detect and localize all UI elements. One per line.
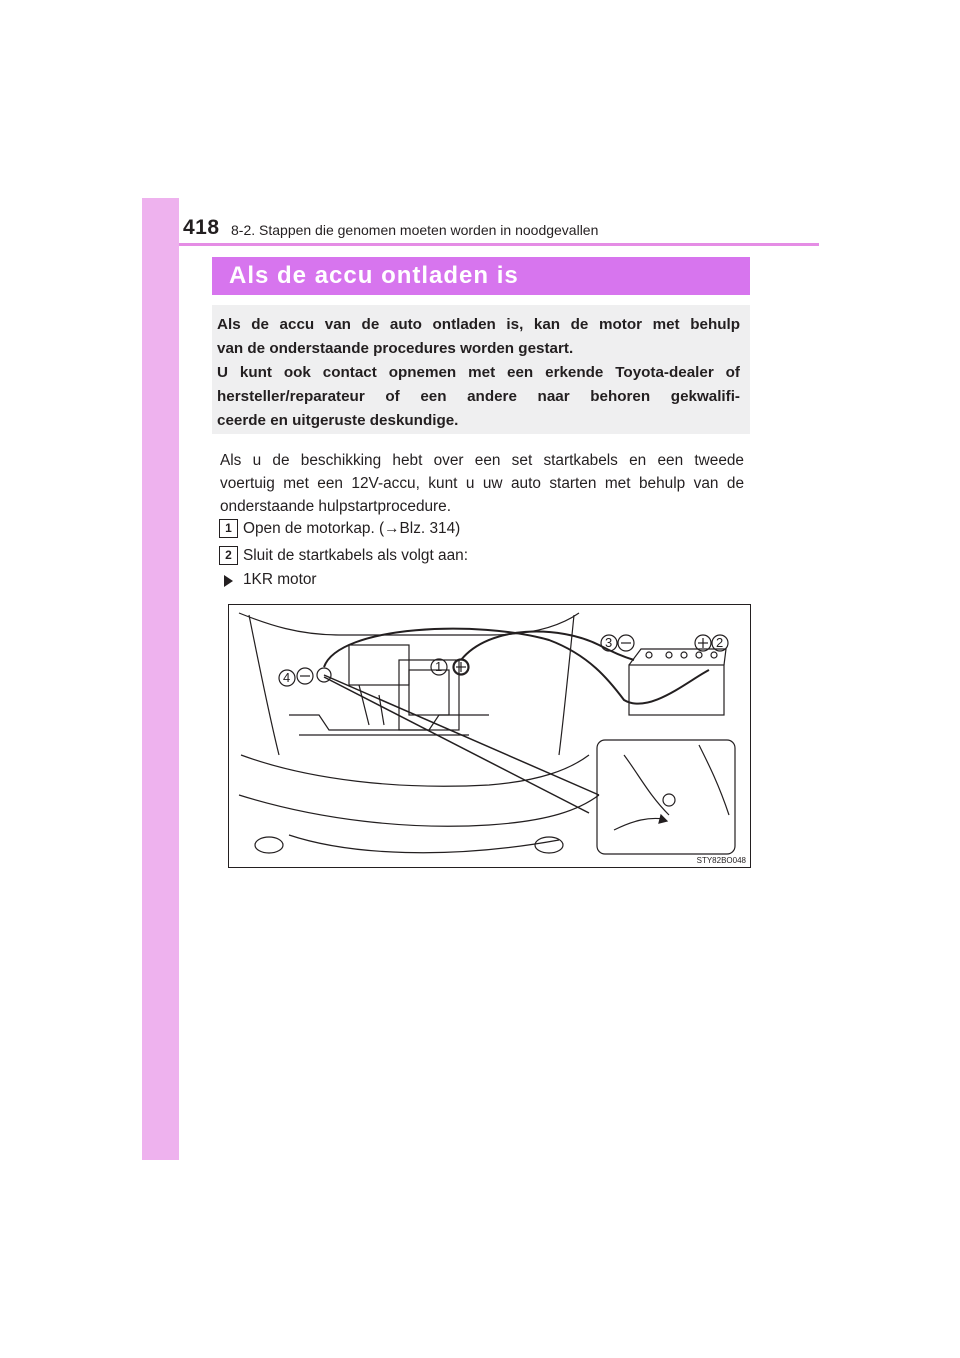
intro-line: van de onderstaande procedures worden gestart. (217, 340, 574, 357)
callout-1: 1 (435, 659, 443, 674)
body-line: Als u de beschikking hebt over een set startkabels en een tweede (220, 452, 744, 469)
body-line: voertuig met een 12V-accu, kunt u uw auto starten met behulp van de (220, 475, 744, 492)
intro-line: U kunt ook contact opnemen met een erkende Toyota-dealer of (217, 364, 740, 381)
callout-2: 2 (716, 635, 724, 650)
jump-start-illustration (228, 604, 751, 868)
intro-line: hersteller/reparateur of een andere naar behoren gekwalifi- (217, 388, 740, 405)
chapter-title: 8-2. Stappen die genomen moeten worden in noodgevallen (231, 222, 599, 238)
intro-line: Als de accu van de auto ontladen is, kan de motor met behulp (217, 316, 740, 333)
step-text-2: Sluit de startkabels als volgt aan: (243, 547, 468, 564)
step-number-2: 2 (219, 546, 238, 565)
body-line: onderstaande hulpstartprocedure. (220, 498, 452, 515)
callout-3: 3 (605, 635, 613, 650)
bullet-text: 1KR motor (243, 571, 317, 588)
section-title: Als de accu ontladen is (229, 262, 519, 289)
chapter-sidebar-tab (142, 198, 179, 1160)
intro-line: ceerde en uitgeruste deskundige. (217, 412, 459, 429)
intro-box (212, 305, 750, 434)
header-rule (179, 243, 819, 246)
section-header (212, 257, 750, 295)
figure-code: STY82BO048 (696, 856, 746, 865)
step-text-1: Open de motorkap. (→Blz. 314) (243, 520, 461, 537)
callout-4: 4 (283, 670, 291, 685)
step-number-1: 1 (219, 519, 238, 538)
page-number: 418 (183, 216, 220, 239)
triangle-bullet-icon (224, 575, 233, 587)
engine-bay-drawing (229, 605, 750, 867)
